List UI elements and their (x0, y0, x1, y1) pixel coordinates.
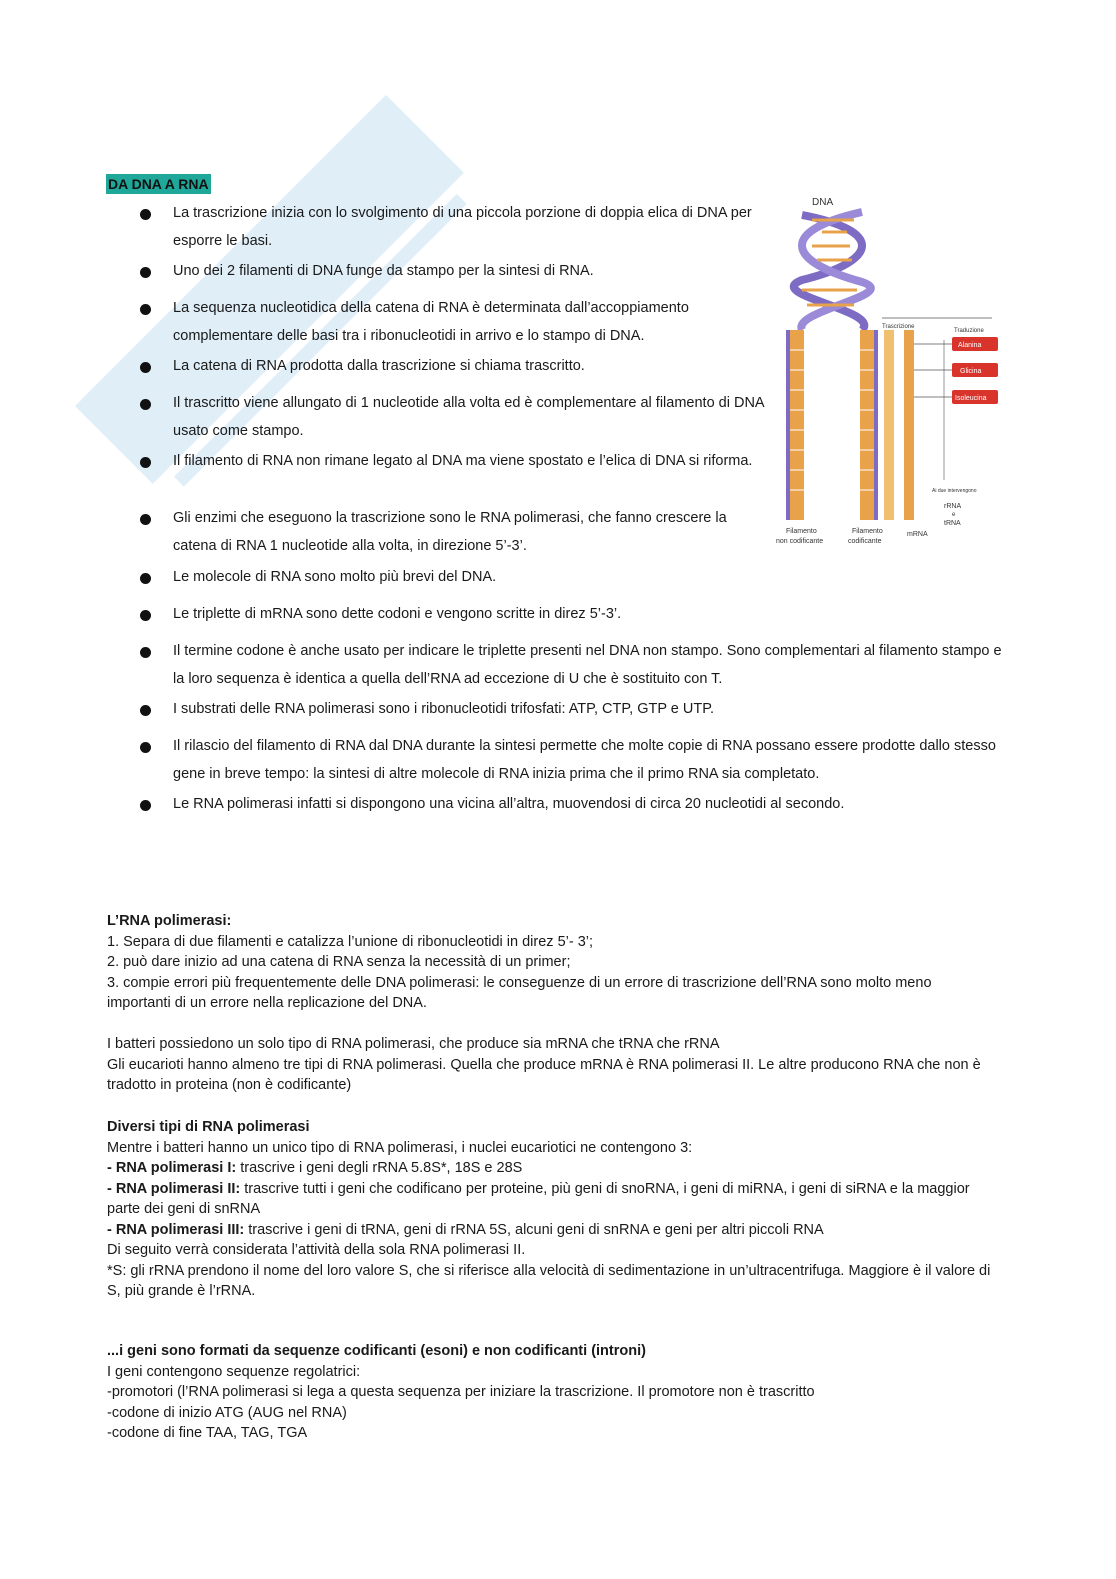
bullet-dot (140, 610, 151, 621)
bullet-dot (140, 573, 151, 584)
rna-types-label: Ai due intervengono (932, 488, 977, 494)
dna-helix-strand-b (801, 212, 870, 330)
traduzione-label: Traduzione (954, 328, 984, 334)
section-title: ...i geni sono formati da sequenze codificanti (esoni) e non codificanti (introni) (107, 1343, 646, 1359)
bullet-dot (140, 514, 151, 525)
svg-text:Isoleucina: Isoleucina (955, 395, 987, 402)
bullet-dot (140, 399, 151, 410)
bullet-dot (140, 267, 151, 278)
trascrizione-label: Trascrizione (882, 324, 915, 330)
bullet-dot (140, 705, 151, 716)
list-item: Le triplette di mRNA sono dette codoni e vengono scritte in direz 5’-3’. (140, 601, 1003, 629)
section-title: L’RNA polimerasi: (107, 913, 232, 929)
svg-text:Alanina: Alanina (958, 342, 982, 349)
svg-text:tRNA: tRNA (944, 520, 961, 527)
bullet-dot (140, 800, 151, 811)
batteri-eucarioti-section (107, 1034, 997, 1096)
paragraph: 2. può dare inizio ad una catena di RNA senza la necessità di un primer; (107, 954, 571, 970)
mrna-strand (884, 330, 894, 520)
coding-strand (860, 330, 874, 520)
list-item: La trascrizione inizia con lo svolgimento di una piccola porzione di doppia elica di DNA per esporre le basi. (140, 200, 773, 255)
dna-transcription-figure (772, 190, 1004, 550)
bullet-dot (140, 304, 151, 315)
bullet-dot (140, 209, 151, 220)
tipi-rna-polimerasi-section (107, 1117, 997, 1302)
paragraph: -codone di fine TAA, TAG, TGA (107, 1425, 308, 1441)
non-coding-label: Filamento (786, 528, 817, 535)
pol3-item: - RNA polimerasi III: trascrive i geni di tRNA, geni di rRNA 5S, alcuni geni di snRNA e geni per altri piccoli RNA (107, 1221, 824, 1238)
paragraph: 1. Separa di due filamenti e catalizza l’unione di ribonucleotidi in direz 5’- 3’; (107, 933, 594, 950)
paragraph: 3. compie errori più frequentemente delle DNA polimerasi: le conseguenze di un errore di trascrizione dell’RNA sono molto meno importanti di un errore nella replicazione del DNA. (107, 974, 932, 1011)
svg-text:rRNA: rRNA (944, 503, 962, 510)
list-item: Gli enzimi che eseguono la trascrizione sono le RNA polimerasi, che fanno crescere la catena di RNA 1 nucleotide alla volta, in direzione 5’-3’. (140, 505, 773, 560)
svg-text:codificante: codificante (848, 538, 882, 545)
paragraph: Mentre i batteri hanno un unico tipo di RNA polimerasi, i nuclei eucariotici ne contengono 3: (107, 1139, 693, 1156)
list-item: Le RNA polimerasi infatti si dispongono una vicina all’altra, muovendosi di circa 20 nucleotidi al secondo. (140, 791, 1003, 819)
svg-text:e: e (952, 512, 956, 518)
list-item: Le molecole di RNA sono molto più brevi del DNA. (140, 564, 773, 592)
bullet-dot (140, 457, 151, 468)
geni-section (107, 1341, 997, 1444)
paragraph: -codone di inizio ATG (AUG nel RNA) (107, 1404, 347, 1421)
svg-text:Glicina: Glicina (960, 368, 982, 375)
paragraph: Di seguito verrà considerata l’attività della sola RNA polimerasi II. (107, 1242, 526, 1258)
paragraph: I batteri possiedono un solo tipo di RNA polimerasi, che produce sia mRNA che tRNA che rRNA (107, 1036, 720, 1052)
list-item: Il filamento di RNA non rimane legato al DNA ma viene spostato e l’elica di DNA si riforma. (140, 448, 773, 476)
footnote: *S: gli rRNA prendono il nome del loro valore S, che si riferisce alla velocità di sedimentazione in un’ultracentrifuga. Maggiore è il valore di S, più grande è l’rRNA. (107, 1262, 991, 1299)
paragraph: I geni contengono sequenze regolatrici: (107, 1363, 361, 1380)
list-item: La catena di RNA prodotta dalla trascrizione si chiama trascritto. (140, 353, 773, 381)
pol1-item: - RNA polimerasi I: trascrive i geni degli rRNA 5.8S*, 18S e 28S (107, 1160, 523, 1176)
svg-text:non codificante: non codificante (776, 538, 824, 545)
list-item: Il trascritto viene allungato di 1 nucleotide alla volta ed è complementare al filamento di DNA usato come stampo. (140, 390, 773, 445)
rna-polimerasi-section (107, 911, 997, 1014)
pol2-item: - RNA polimerasi II: trascrive tutti i geni che codificano per proteine, più geni di snoRNA, i geni di miRNA, i geni di siRNA e la maggior parte dei geni di snRNA (107, 1180, 970, 1217)
bullet-dot (140, 742, 151, 753)
dna-label: DNA (812, 197, 834, 208)
section-title-dna-rna: DA DNA A RNA (108, 176, 209, 192)
paragraph: -promotori (l’RNA polimerasi si lega a questa sequenza per iniziare la trascrizione. Il promotore non è trascritto (107, 1384, 815, 1400)
non-coding-strand (790, 330, 804, 520)
mrna-label: mRNA (907, 531, 928, 538)
list-item: Il rilascio del filamento di RNA dal DNA durante la sintesi permette che molte copie di RNA possano essere prodotte dallo stesso gene in breve tempo: la sintesi di altre molecole di RNA inizia prima che il primo RNA sia completato. (140, 733, 1003, 788)
bullet-dot (140, 362, 151, 373)
list-item: La sequenza nucleotidica della catena di RNA è determinata dall’accoppiamento complementare delle basi tra i ribonucleotidi in arrivo e lo stampo di DNA. (140, 295, 773, 350)
list-item: Il termine codone è anche usato per indicare le triplette presenti nel DNA non stampo. Sono complementari al filamento stampo e la loro sequenza è identica a quella dell’RNA ad eccezione di U che è sostituito con T. (140, 638, 1003, 693)
list-item: Uno dei 2 filamenti di DNA funge da stampo per la sintesi di RNA. (140, 258, 773, 286)
list-item: I substrati delle RNA polimerasi sono i ribonucleotidi trifosfati: ATP, CTP, GTP e UTP. (140, 696, 1003, 724)
paragraph: Gli eucarioti hanno almeno tre tipi di RNA polimerasi. Quella che produce mRNA è RNA polimerasi II. Le altre producono RNA che non è tradotto in proteina (non è codificante) (107, 1056, 981, 1093)
coding-label: Filamento (852, 528, 883, 535)
section-title: Diversi tipi di RNA polimerasi (107, 1119, 310, 1135)
dna-diagram (772, 190, 1004, 550)
bullet-dot (140, 647, 151, 658)
